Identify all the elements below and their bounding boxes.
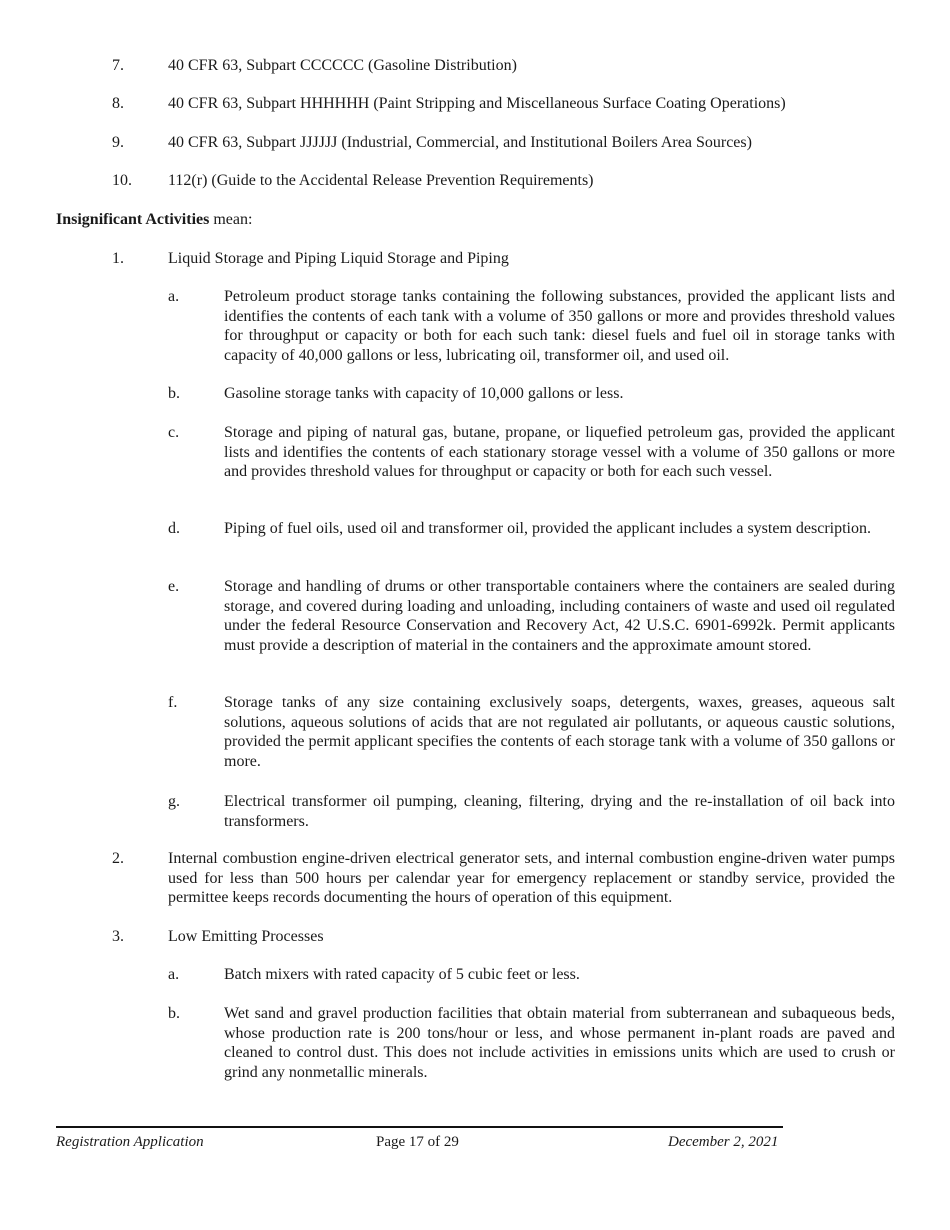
subitem-letter: d.: [168, 520, 180, 537]
subitem-text: Electrical transformer oil pumping, cleaning, filtering, drying and the re-installation of oil back into transformers.: [224, 793, 895, 830]
subitem-text: Piping of fuel oils, used oil and transformer oil, provided the applicant includes a system description.: [224, 520, 871, 537]
list-text: 40 CFR 63, Subpart CCCCCC (Gasoline Distribution): [168, 57, 517, 74]
subitem-text: Storage and piping of natural gas, butane, propane, or liquefied petroleum gas, provided the applicant lists and identifies the contents of each stationary storage vessel with a volume of 350 gallons or more and provides threshold values for throughput or capacity or both for each such vessel.: [224, 424, 895, 480]
section-heading: [56, 210, 252, 230]
subitem-text: Batch mixers with rated capacity of 5 cubic feet or less.: [224, 966, 580, 983]
subitem-text: Storage and handling of drums or other transportable containers where the containers are sealed during storage, and covered during loading and unloading, including containers of waste and used oil regulated under the federal Resource Conservation and Recovery Act, 42 U.S.C. 6901-6992k. Permit applicants must provide a description of material in the containers and the approximate amount stored.: [224, 578, 895, 654]
footer-document-title: Registration Application: [56, 1134, 204, 1150]
subitem-letter: b.: [168, 385, 180, 402]
subitem-text: Storage tanks of any size containing exclusively soaps, detergents, waxes, greases, aqueous salt solutions, aqueous solutions of acids that are not regulated air pollutants, or aqueous caustic solutions, provided the permit applicant specifies the contents of each storage tank with a volume of 350 gallons or more.: [224, 694, 895, 770]
list-number: 1.: [112, 250, 124, 267]
heading-rest: mean:: [209, 211, 253, 228]
subitem-letter: g.: [168, 793, 180, 810]
footer-date: December 2, 2021: [668, 1134, 779, 1150]
list-number: 7.: [112, 57, 124, 74]
list-number: 10.: [112, 172, 132, 189]
page-number: Page 17 of 29: [376, 1134, 459, 1150]
subitem-text: Petroleum product storage tanks containing the following substances, provided the applicant lists and identifies the contents of each tank with a volume of 350 gallons or more and provides threshold values for throughput or capacity or both for each such tank: diesel fuels and fuel oil in storage tanks with capacity of 40,000 gallons or less, lubricating oil, transformer oil, and used oil.: [224, 288, 895, 364]
list-number: 3.: [112, 928, 124, 945]
list-text: Internal combustion engine-driven electrical generator sets, and internal combustion engine-driven water pumps used for less than 500 hours per calendar year for emergency replacement or standby service, provided the permittee keeps records documenting the hours of operation of this equipment.: [168, 850, 895, 906]
subitem-text: Gasoline storage tanks with capacity of 10,000 gallons or less.: [224, 385, 624, 402]
subitem-letter: a.: [168, 966, 180, 983]
list-number: 2.: [112, 850, 124, 867]
subitem-letter: c.: [168, 424, 180, 441]
list-text: 112(r) (Guide to the Accidental Release Prevention Requirements): [168, 172, 594, 189]
list-number: 9.: [112, 134, 124, 151]
list-text: 40 CFR 63, Subpart JJJJJJ (Industrial, Commercial, and Institutional Boilers Area Sources): [168, 134, 752, 151]
heading-term: Insignificant Activities: [56, 211, 210, 228]
footer-divider: [56, 1126, 783, 1128]
subitem-letter: b.: [168, 1005, 180, 1022]
subitem-letter: f.: [168, 694, 178, 711]
subitem-letter: e.: [168, 578, 180, 595]
subitem-text: Wet sand and gravel production facilities that obtain material from subterranean and subaqueous beds, whose production rate is 200 tons/hour or less, and whose permanent in-plant roads are paved and cleaned to control dust. This does not include activities in emissions units which are used to crush or grind any nonmetallic minerals.: [224, 1005, 895, 1081]
list-number: 8.: [112, 95, 124, 112]
list-text: 40 CFR 63, Subpart HHHHHH (Paint Stripping and Miscellaneous Surface Coating Operations): [168, 95, 786, 112]
subitem-letter: a.: [168, 288, 180, 305]
list-title: Low Emitting Processes: [168, 928, 324, 945]
list-title: Liquid Storage and Piping Liquid Storage and Piping: [168, 250, 509, 267]
